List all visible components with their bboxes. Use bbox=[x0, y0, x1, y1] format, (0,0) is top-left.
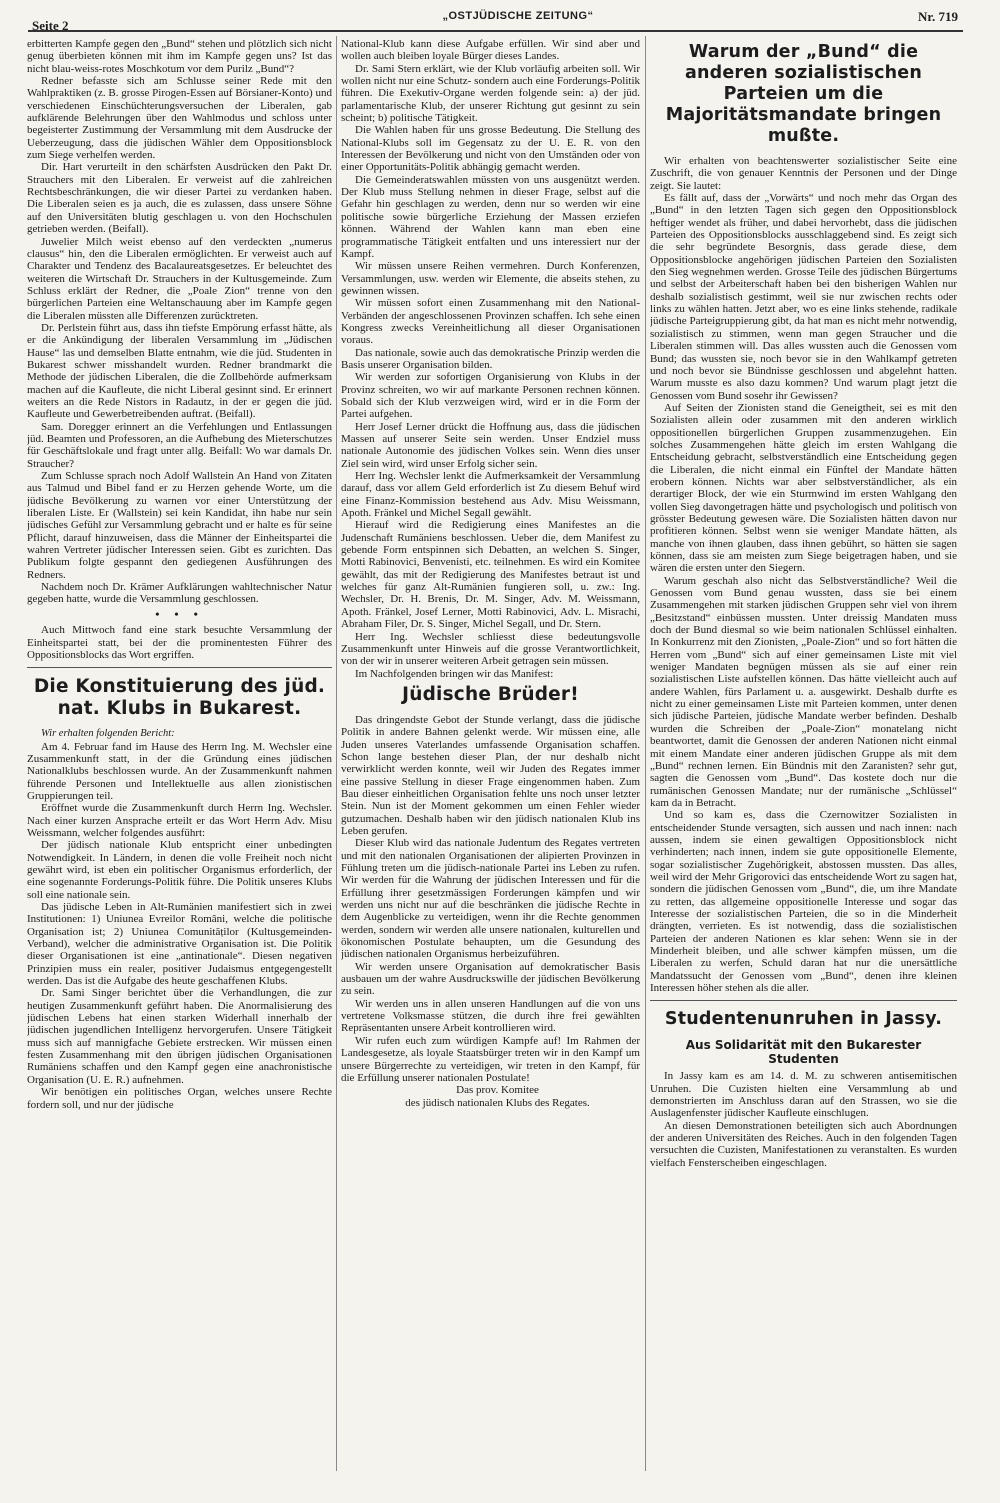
paragraph: erbitterten Kampfe gegen den „Bund“ stehen und plötzlich sich nicht genug überbieten können mit ihm im Kampfe gegen uns? Ist das nicht blau-weiss-rotes Moschkotum vor dem Purilz „Bund“? bbox=[27, 38, 332, 75]
paragraph: Der jüdisch nationale Klub entspricht einer unbedingten Notwendigkeit. In Ländern, in denen die volle Freiheit noch nicht gewährt wird, ist eben ein politischer Organismus erforderlich, der eine sogenannte Forderungs-Politik führe. Die Politik unseres Klubs soll eine nationale sein. bbox=[27, 839, 332, 901]
paragraph: Auf Seiten der Zionisten stand die Geneigtheit, sei es mit den Sozialisten allein oder zusammen mit den anderen wirklich oppositionellen bürgerlichen Gruppen zusammenzugehen. Ein solches Zusammengehen hätte gleich im ersten Wahlgang die Entscheidung gebracht, selbstverständlich eine Entscheidung gegen die Liberalen, die nicht einmal ein Fünftel der Mandate hätten erobern können. Nichts war aber selbstverständlicher, als ein derartiger Block, der wie ein Sturmwind im ersten Wahlgang den vollen Sieg davongetragen hätte und psychologisch und politisch von grösster Bedeutung gewesen wäre. Die Sozialisten hätten davon nur profitieren können. Selbst wenn sie weniger Mandate hätten, als manche von ihnen glauben, dass ihnen gebührt, so hätten sie sagen können, dass sie am meisten zum Siege beigetragen haben, und sie wären die ersten unter den Siegern. bbox=[650, 401, 957, 575]
paragraph: Die Wahlen haben für uns grosse Bedeutung. Die Stellung des National-Klubs soll im Gegensatz zu der U. E. R. von den Interessen der Bevölkerung und nicht von den Umständen oder von einer Opportunitäts-Politik abhängig gemacht werden. bbox=[341, 124, 640, 174]
paragraph: Wir werden uns in allen unseren Handlungen auf die von uns vertretene Volksmasse stützen, die durch ihre frei gewählten Repräsentanten unsere Arbeit kontrollieren wird. bbox=[341, 997, 640, 1035]
article-headline: Warum der „Bund“ die anderen sozialistischen Parteien um die Majoritätsmandate bringen mußte. bbox=[665, 42, 942, 146]
article-rule bbox=[650, 1000, 957, 1001]
paragraph: Eröffnet wurde die Zusammenkunft durch Herrn Ing. Wechsler. Nach einer kurzen Ansprache erteilt er das Wort Herrn Adv. Misu Weissmann, welcher folgendes ausführt: bbox=[27, 802, 332, 839]
manifesto-headline: Jüdische Brüder! bbox=[402, 683, 579, 705]
paragraph: Dr. Sami Stern erklärt, wie der Klub vorläufig arbeiten soll. Wir wollen nicht nur eine Schutz- sondern auch eine Forderungs-Politik führen. Die Exekutiv-Organe werden folgende sein: a) der jüd. parlamentarische Klub, der unserer Richtung gut gesinnt zu sein scheint; b) politische Tätigkeit. bbox=[341, 62, 640, 125]
column-divider bbox=[336, 36, 337, 1471]
paragraph: Redner befasste sich am Schlusse seiner Rede mit den Wahlpraktiken (z. B. grosse Pirogen-Essen auf Börsianer-Konto) und verschiedenen Einschüchterungsversuchen der Liberalen, gab aufklärende Belehrungen über den Wahlmodus und schloss unter begeisterter Zustimmung der Versammlung mit dem Ausdrucke der Ueberzeugung, dass die jüdischen Wähler dem Oppositionsblock zum Siege verhelfen werden. bbox=[27, 75, 332, 162]
paragraph: Dr. Sami Singer berichtet über die Verhandlungen, die zur heutigen Zusammenkunft geführt haben. Die Anormalisierung des jüdischen Lebens hat einen starken Widerhall innerhalb der jüdischen jugendlichen Intelligenz hervorgerufen. Unsere Tätigkeit muss sich auf mannigfache Gebiete erstrecken. Wir müssen einen festen Zusammenhang mit den übrigen jüdischen Organisationen Rumäniens schaffen und den Kampf gegen eine anachronistische Organisation (U. E. R.) aufnehmen. bbox=[27, 987, 332, 1086]
paragraph: Das jüdische Leben in Alt-Rumänien manifestiert sich in zwei Institutionen: 1) Uniunea Evreilor Români, welche die politische Organisation ist; 2) Uniunea Comunităților (Kultusgemeinden-Verband), welcher die administrative Organisation ist. Die Politik dieser Organisationen ist eine „antinationale“. Diesen negativen Prinzipien muss ein realer, positiver Judaismus entgegengestellt werden. Das ist die Aufgabe des heute geschaffenen Klubs. bbox=[27, 901, 332, 988]
paragraph: Das dringendste Gebot der Stunde verlangt, dass die jüdische Politik in andere Bahnen gelenkt werde. Wir müssen eine, alle Juden unseres Vaterlandes umfassende Organisation schaffen. Schon lange bestehen dieser Plan, der nur deshalb nicht verwirklicht werden konnte, weil wir Juden des Regates immer eine passive Stellung in dieser Frage eingenommen haben. Zum Bau dieser einheitlichen Organisation fehlte uns noch unser letzter Stein. Nun ist der Moment gekommen um einen Fehler wieder gutzumachen. Deshalb haben wir den jüdisch nationalen Klub ins Leben gerufen. bbox=[341, 713, 640, 837]
section-separator: • • • bbox=[155, 606, 204, 621]
paragraph: Wir müssen unsere Reihen vermehren. Durch Konferenzen, Versammlungen, usw. werden wir Elemente, die abseits stehen, zu gewinnen wissen. bbox=[341, 260, 640, 297]
signature-line: Das prov. Komitee bbox=[456, 1084, 539, 1097]
paragraph: Herr Ing. Wechsler lenkt die Aufmerksamkeit der Versammlung darauf, dass vor allem Geld erforderlich ist Zu diesem Behuf wird eine Finanz-Kommission bestehend aus Adv. Misu Weissmann, Apoth. Fränkel und Michel Segall gewählt. bbox=[341, 470, 640, 520]
paragraph: Und so kam es, dass die Czernowitzer Sozialisten in entscheidender Stunde versagten, sich aussen und nach innen: nach aussen, indem sie einen gewaltigen Oppositionsblock nicht verhinderten; nach innen, indem sie gute oppositionelle Elemente, sogar sozialistischer Zugehörigkeit, abstossen mussten. Das alles, weil wird der Mehr Grigorovici das entscheidende Wort zu sagen hat, sondern die jüdischen Genossen vom „Bund“, die, um ihre Mandate zu retten, das allgemeine oppositionelle Interesse und sogar das Interesse der sozialistischen Parteien, die so in die Minderheit drängten, verrieten. Es ist notwendig, dass die sozialistischen Parteien der anderen Nationen es klar sehen: Wenn sie in der Minderheit bleiben, und alle schwer kämpfen müssen, um die Liberalen zu werfen, Schuld daran hat nur die unersättliche Mandatssucht der Genossen vom „Bund“, denen ihre kleinen Interessen höher stehen als die aller. bbox=[650, 809, 957, 995]
article-headline: Studentenunruhen in Jassy. bbox=[664, 1009, 943, 1030]
paragraph: Juwelier Milch weist ebenso auf den verdeckten „numerus clausus“ hin, den die Liberalen ermöglichten. Er verweist auch auf Charakter und Tendenz des Bacalaureatsgesetzes. Er beleuchtet des weiteren die Wirtschaft Dr. Strauchers in der Kultusgemeinde. Zum Schluss erklärt der Redner, die „Poale Zion“ trenne von den bürgerlichen Parteien eine Weltanschauung aber im Kampfe gegen die Liberalen müssten alle Differenzen zurücktreten. bbox=[27, 235, 332, 322]
paragraph: Dieser Klub wird das nationale Judentum des Regates vertreten und mit den nationalen Organisationen der alipierten Provinzen in Fühlung treten um die jüdisch-nationale Partei ins Leben zu rufen. Wir werden für die Wahrung der jüdischen Interessen und für die Erfüllung ihrer gesetzmässigen Forderungen kämpfen und wir werden uns nicht nur auf die beschränken die jüdische Rechte in dem Augenblicke zu verteidigen, wenn ihr die Rechte genommen werden, sondern wir werden alle unsere nationalen, kulturellen und ökonomischen Postulate behaupten, um die Gesundung des jüdischen nationalen Organismus herbeizuführen. bbox=[341, 837, 640, 961]
paragraph: Wir werden zur sofortigen Organisierung von Klubs in der Provinz schreiten, wo wir auf markante Personen rechnen können. Sobald sich der Klub verzweigen wird, wird er in die Form der Partei aufgehen. bbox=[341, 371, 640, 421]
paragraph: Wir müssen sofort einen Zusammenhang mit den National-Verbänden der angeschlossenen Provinzen schaffen. Ich sehe einen Kongress zwecks Vereinheitlichung all dieser Organisationen voraus. bbox=[341, 297, 640, 347]
paragraph: Im Nachfolgenden bringen wir das Manifest: bbox=[355, 667, 554, 680]
paragraph: Wir benötigen ein politisches Organ, welches unsere Rechte fordern soll, und nur der jüdische bbox=[27, 1086, 332, 1111]
signature-line: des jüdisch nationalen Klubs des Regates. bbox=[405, 1096, 590, 1109]
column-right bbox=[650, 38, 957, 1478]
column-left bbox=[27, 38, 332, 1478]
paragraph: Dir. Hart verurteilt in den schärfsten Ausdrücken den Pakt Dr. Strauchers mit den Liberalen. Er verweist auf die zahlreichen Rechtsbeschränkungen, die wir dieser Partei zu verdanken haben. Die Liberalen seien es ja auch, die es zulassen, dass unsere Söhne auf den Universitäten blutig geschlagen u. von den Hochschulen getrieben werden. (Beifall). bbox=[27, 161, 332, 236]
paragraph: Zum Schlusse sprach noch Adolf Wallstein An Hand von Zitaten aus Talmud und Bibel fand er zu Herzen gehende Worte, um die jüdische Bevölkerung zu warnen vor einer Unterstützung der liberalen Liste. Er (Wallstein) sei kein Kandidat, ihn habe nur sein jüdisches Gefühl zur Versammlung gebracht und er halte es für seine Pflicht, darauf hinzuweisen, dass die Männer der Einheitspartei die wahren Vertreter jüdischer Interessen seien. Gibt es zurichten. Das Publikum folgte gespannt den gediegenen Ausführungen des Redners. bbox=[27, 470, 332, 581]
article-subheadline: Aus Solidarität mit den Bukarester Studenten bbox=[685, 1038, 922, 1067]
paragraph: In Jassy kam es am 14. d. M. zu schweren antisemitischen Unruhen. Die Cuzisten hielten eine Versammlung ab und demonstrierten im Anschluss daran auf den Strassen, wo sie die Auslagenfenster jüdischer Kaufleute einschlugen. bbox=[650, 1070, 957, 1120]
paragraph: An diesen Demonstrationen beteiligten sich auch Abordnungen der anderen Universitäten des Reiches. Auch in den folgenden Tagen versuchten die Cuzisten, Manifestationen zu veranstalten. Es wurden vielfach Fensterscheiben eingeschlagen. bbox=[650, 1119, 957, 1169]
paragraph: Dr. Perlstein führt aus, dass ihn tiefste Empörung erfasst hätte, als er die Ankündigung der liberalen Versammlung im „Jüdischen Hause“ las und demselben Blatte entnahm, wie die jüd. Studenten in Bukarest schwer misshandelt wurden. Redner brandmarkt die Methode der jüdischen Liberalen, die die Zollbehörde aufmerksam machen auf die Kaufleute, die nicht Liberal gesinnt sind. Er erinnert weiters an die Rede Nistors in Radautz, in der er gegen die jüd. Kaufleute und Gewerbetreibenden auftrat. (Beifall). bbox=[27, 321, 332, 421]
paragraph: Wir erhalten von beachtenswerter sozialistischer Seite eine Zuschrift, die von genauer Kenntnis der Personen und der Dinge zeigt. Sie lautet: bbox=[650, 155, 957, 192]
column-middle bbox=[341, 38, 640, 1478]
article-headline: Die Konstituierung des jüd. nat. Klubs in Bukarest. bbox=[33, 676, 326, 720]
paragraph: Am 4. Februar fand im Hause des Herrn Ing. M. Wechsler eine Zusammenkunft statt, in der die Gründung eines jüdischen Nationalklubs beschlossen wurde. An der Zusammenkunft nahmen führende Personen und Intellektuelle aus allen zionistischen Gruppierungen teil. bbox=[27, 740, 332, 802]
column-divider bbox=[645, 36, 646, 1471]
newspaper-name: „OSTJÜDISCHE ZEITUNG“ bbox=[442, 10, 594, 22]
header-rule bbox=[28, 30, 963, 32]
paragraph: National-Klub kann diese Aufgabe erfüllen. Wir sind aber und wollen auch bleiben loyale Bürger dieses Landes. bbox=[341, 38, 640, 63]
paragraph: Das nationale, sowie auch das demokratische Prinzip werden die Basis unserer Organisation bilden. bbox=[341, 346, 640, 371]
paragraph: Wir rufen euch zum würdigen Kampfe auf! Im Rahmen der Landesgesetze, als loyale Staatsbürger treten wir in den Kampf um unsere Bürgerrechte zu verteidigen, wir treten in den Kampf, für die Erfüllung unserer nationalen Postulate! bbox=[341, 1034, 640, 1084]
paragraph: Wir werden unsere Organisation auf demokratischer Basis ausbauen um der wahre Ausdruckswille der jüdischen Bevölkerung zu sein. bbox=[341, 960, 640, 998]
paragraph: Hierauf wird die Redigierung eines Manifestes an die Judenschaft Rumäniens beschlossen. Ueber die, dem Manifest zu gebende Form entspinnen sich Debatten, an welchen S. Singer, Motti Rabinovici, Benvenisti, etc. teilnehmen. Es wird ein Komitee gewählt, das mit der Redigierung des Manifestes betraut ist und welches für ganz Alt-Rumänien fungieren soll, u. zw.: Ing. Wechsler, Dr. H. Brenis, Dr. M. Singer, Adv. M. Weissmann, Apoth. Fränkel, Josef Lerner, Motti Rabinovici, Adv. L. Misrachi, Abraham Filer, Dr. S. Singer, Michel Segall, und Dr. Stern. bbox=[341, 519, 640, 631]
article-lead: Wir erhalten folgenden Bericht: bbox=[41, 728, 175, 740]
paragraph: Warum geschah also nicht das Selbstverständliche? Weil die Genossen vom Bund genau wussten, dass sie bei einem Zusammengehen mit starken jüdischen Gruppen sehr viel von ihrem „Besitzstand“ einbüssen mussten. Unter dreissig Mandaten muss doch der Bund diesmal so wie beim nationalen Schlüssel einhalten. In Konkurrenz mit den Zionisten, „Poale-Zion“ und so fort hätten die Herren vom „Bund“ sich auf einer gemeinsamen Liste mit viel weniger Mandaten begnügen müssen als sie auf einer rein sozialistischen Liste aufstellen können. Das hätte vielleicht auch auf andere Wahlen, fürs Parlament u. a. ausgewirkt. Deshalb durfte es nicht zu einer gemeinsamen Liste mit Parteien kommen, unter denen sich jüdische Parteien, jüdische Mandate werber befinden. Deshalb wurden die Schreiben der „Poale-Zion“ monatelang nicht beantwortet, damit die Genossen der anderen Nationen nicht einmal mit einem Mandate einer anderen jüdischen Gruppe als mit dem „Bund“ rechnen lernen. Ein Bündnis mit den Zaranisten? sehr gut, sagten die Genossen vom „Bund“. Das kostete doch nur die rumänischen Genossen Mandate; nur der rumänische „Schlüssel“ kam da in Betracht. bbox=[650, 574, 957, 809]
paragraph: Die Gemeinderatswahlen müssten von uns ausgenützt werden. Der Klub muss Stellung nehmen in dieser Frage, selbst auf die Gefahr hin geschlagen zu werden, denn nur so werden wir eine politische sowie bürgerliche Erziehung der Massen erziefen können. Während der Wahlen kann man eben eine programmatische Tätigkeit entfalten und uns interessiert nur der Kampf. bbox=[341, 173, 640, 260]
page-number-label: Seite 2 bbox=[32, 18, 69, 33]
paragraph: Es fällt auf, dass der „Vorwärts“ und noch mehr das Organ des „Bund“ in den letzten Tagen sich gegen den Oppositionsblock heftiger wendet als früher, und dabei hervorhebt, dass die jüdischen Parteien des Oppositionsblocks ausschlaggebend sind. Es zeigt sich die sehr begründete Besorgnis, dass gerade diese, dem Oppositionsblocke angehörigen jüdischen Parteien den Sozialisten den Sieg wegnehmen werden. Grosse Teile des jüdischen Bürgertums und selbst der Arbeiterschaft haben bei den bisherigen Wahlen nur deshalb sozialistisch gestimmt, weil sie nur zwischen rechts oder links zu wählen hatten. Jetzt aber, wo es eine links stehende, radikale jüdische Parteigruppierung gibt, da hat man es nicht mehr notwendig, sozialistisch zu stimmen, wenn man gegen Straucher und die Liberalen stimmen will. Das alles wussten auch die Genossen vom Bund; das wussten sie, noch bevor sie in den Wahlkampf getreten und noch bevor sie Bündnisse geschlossen und abgelehnt hatten. Warum musste es also dazu kommen? Und warum plagt jetzt die Genossen vom Bund sosehr ihr Gewissen? bbox=[650, 192, 957, 402]
paragraph: Nachdem noch Dr. Krämer Aufklärungen wahltechnischer Natur gegeben hatte, wurde die Versammlung geschlossen. bbox=[27, 581, 332, 606]
article-rule bbox=[27, 667, 332, 668]
issue-number: Nr. 719 bbox=[918, 9, 958, 24]
paragraph: Sam. Doregger erinnert an die Verfehlungen und Entlassungen jüd. Beamten und Professoren, an die Aufhebung des Mieterschutzes für Geschäftslokale und fragt unter allg. Beifall: Wo war damals Dr. Straucher? bbox=[27, 420, 332, 470]
paragraph: Herr Josef Lerner drückt die Hoffnung aus, dass die jüdischen Massen auf unserer Seite sein werden. Unser Endziel muss nationale Autonomie des jüdischen Volkes sein. Wenn dies unser Ziel sein wird, wird unser Erfolg sicher sein. bbox=[341, 420, 640, 470]
paragraph: Herr Ing. Wechsler schliesst diese bedeutungsvolle Zusammenkunft unter Hinweis auf die grosse Verantwortlichkeit, von der wir in unserer weiteren Arbeit getragen sein müssen. bbox=[341, 630, 640, 668]
paragraph: Auch Mittwoch fand eine stark besuchte Versammlung der Einheitspartei statt, bei der die prominentesten Führer des Oppositionsblocks das Wort ergriffen. bbox=[27, 624, 332, 661]
